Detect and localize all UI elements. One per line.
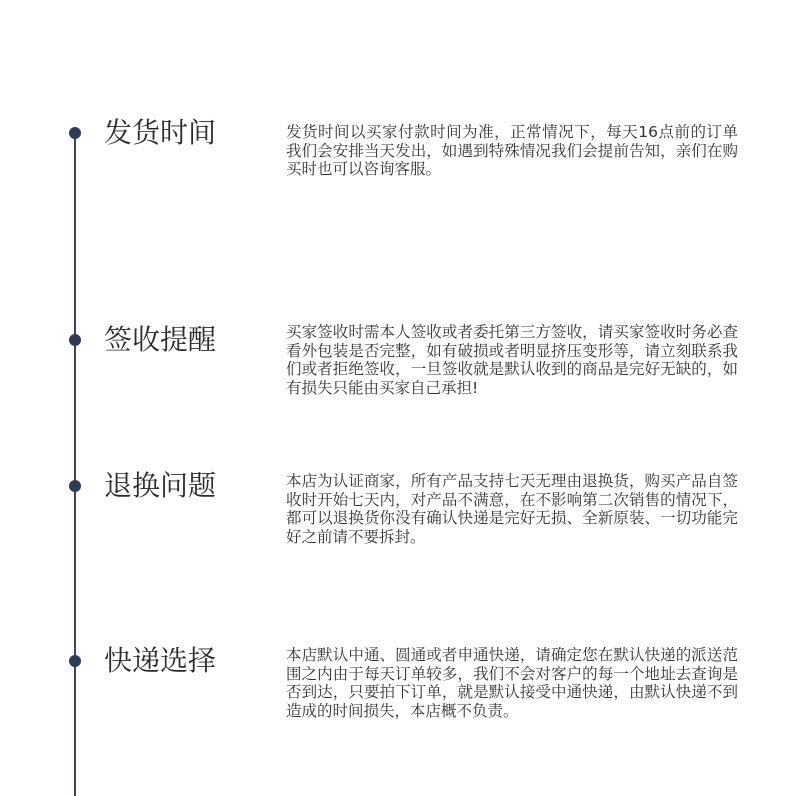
timeline-dot-shipping-time xyxy=(69,127,81,139)
timeline-line xyxy=(74,132,76,796)
section-body-shipping-time: 发货时间以买家付款时间为准，正常情况下，每天16点前的订单我们会安排当天发出，如遇到特殊情况我们会提前告知，亲们在购买时也可以咨询客服。 xyxy=(286,123,738,178)
section-body-courier-choice: 本店默认中通、圆通或者申通快递，请确定您在默认快递的派送范围之内由于每天订单较多，我们不会对客户的每一个地址去查询是否到达，只要拍下订单，就是默认接受中通快递，由默认快递不到造成的时间损失，本店概不负责。 xyxy=(286,646,738,720)
timeline-dot-courier-choice xyxy=(69,655,81,667)
section-body-returns: 本店为认证商家，所有产品支持七天无理由退换货，购买产品自签收时开始七天内，对产品不满意，在不影响第二次销售的情况下，都可以退换货你没有确认快递是完好无损、全新原装、一切功能完好之前请不要拆封。 xyxy=(286,472,738,546)
section-body-delivery-reminder: 买家签收时需本人签收或者委托第三方签收，请买家签收时务必查看外包装是否完整，如有破损或者明显挤压变形等，请立刻联系我们或者拒绝签收，一旦签收就是默认收到的商品是完好无缺的，如有损失只能由买家自己承担! xyxy=(286,323,738,397)
timeline-dot-returns xyxy=(69,480,81,492)
timeline-dot-delivery-reminder xyxy=(69,334,81,346)
section-title-shipping-time: 发货时间 xyxy=(104,116,217,149)
section-title-returns: 退换问题 xyxy=(104,469,217,502)
section-title-delivery-reminder: 签收提醒 xyxy=(104,323,217,356)
section-title-courier-choice: 快递选择 xyxy=(104,644,217,677)
